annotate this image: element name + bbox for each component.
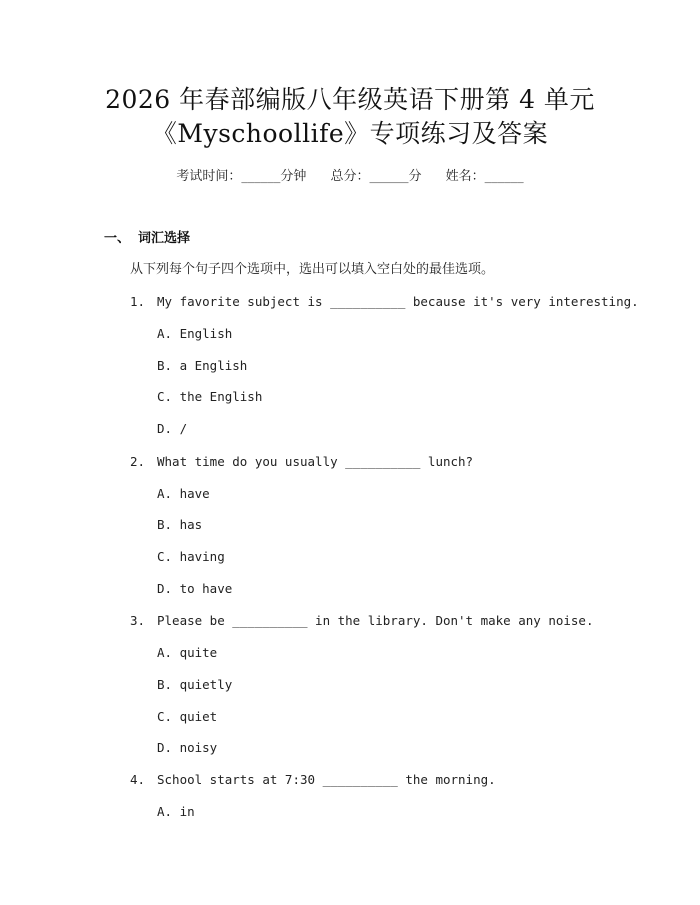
option-4a: A. in (157, 804, 195, 819)
exam-info (0, 168, 700, 186)
question-text: My favorite subject is __________ because it's very interesting. (157, 294, 639, 309)
question-1 (130, 293, 639, 311)
question-4 (130, 771, 496, 789)
question-text: What time do you usually __________ lunch? (157, 454, 474, 469)
exam-time-field: 考试时间：______分钟 (176, 169, 307, 184)
option-2c: C. having (157, 549, 225, 564)
section-title: 词汇选择 (138, 231, 191, 246)
question-number: 3. (130, 613, 146, 628)
option-1c: C. the English (157, 389, 263, 404)
option-1a: A. English (157, 326, 233, 341)
question-3 (130, 612, 594, 630)
option-1d: D. / (157, 421, 188, 436)
option-3a: A. quite (157, 645, 218, 660)
question-text: School starts at 7:30 __________ the morning. (157, 772, 496, 787)
section-heading (104, 230, 190, 248)
option-2d: D. to have (157, 581, 233, 596)
question-number: 2. (130, 454, 146, 469)
question-text: Please be __________ in the library. Don't make any noise. (157, 613, 594, 628)
option-1b: B. a English (157, 358, 248, 373)
option-3d: D. noisy (157, 740, 218, 755)
question-2 (130, 453, 473, 471)
question-number: 4. (130, 772, 146, 787)
section-instructions: 从下列每个句子四个选项中，选出可以填入空白处的最佳选项。 (130, 262, 495, 277)
option-3b: B. quietly (157, 677, 233, 692)
option-3c: C. quiet (157, 709, 218, 724)
option-2a: A. have (157, 486, 210, 501)
student-name-field: 姓名：______ (445, 169, 524, 184)
option-2b: B. has (157, 517, 203, 532)
question-number: 1. (130, 294, 146, 309)
document-title-line-1: 2026 年春部编版八年级英语下册第 4 单元 (105, 85, 595, 114)
section-number: 一、 (104, 231, 131, 246)
total-score-field: 总分：______分 (330, 169, 422, 184)
document-title-line-2: 《Myschoollife》专项练习及答案 (151, 119, 549, 148)
